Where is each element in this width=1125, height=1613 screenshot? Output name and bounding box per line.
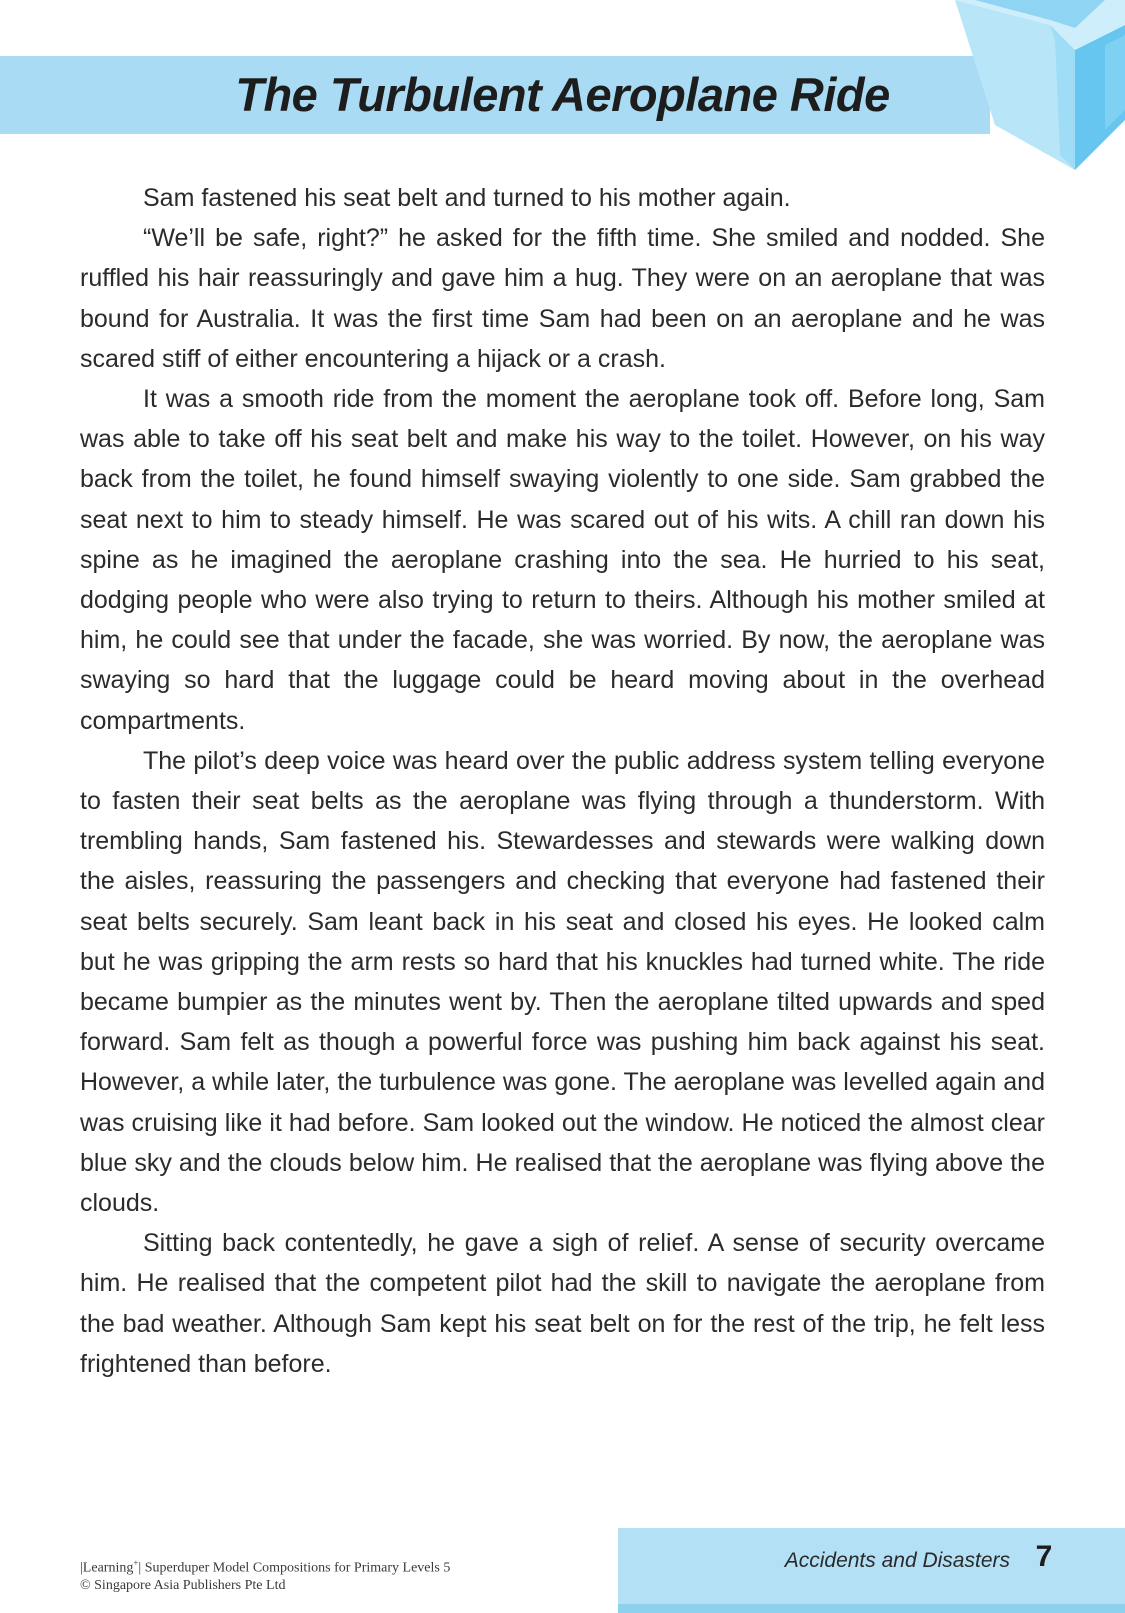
section-name: Accidents and Disasters — [784, 1549, 1010, 1572]
copyright: © Singapore Asia Publishers Pte Ltd — [80, 1577, 286, 1593]
page-title: The Turbulent Aeroplane Ride — [235, 68, 890, 121]
story-paragraph: Sitting back contentedly, he gave a sigh of relief. A sense of security overcame him. He realised that the competent pilot had the skill to navigate the aeroplane from the bad weather. Although Sam kept his seat belt on for the rest of the trip, he felt less frightened than before. — [80, 1229, 1045, 1378]
story-paragraph: It was a smooth ride from the moment the aeroplane took off. Before long, Sam was able to take off his seat belt and make his way to the toilet. However, on his way back from the toilet, he found himself swaying violently to one side. Sam grabbed the seat next to him to steady himself. He was scared out of his wits. A chill ran down his spine as he imagined the aeroplane crashing into the sea. He hurried to his seat, dodging people who were also trying to return to theirs. Although his mother smiled at him, he could see that under the facade, she was worried. By now, the aeroplane was swaying so hard that the luggage could be heard moving about in the overhead compartments. — [80, 385, 1045, 735]
page-number: 7 — [1035, 1540, 1053, 1573]
story-paragraph: “We’ll be safe, right?” he asked for the fifth time. She smiled and nodded. She ruffled his hair reassuringly and gave him a hug. They were on an aeroplane that was bound for Australia. It was the first time Sam had been on an aeroplane and he was scared stiff of either encountering a hijack or a crash. — [80, 224, 1045, 373]
story-paragraph: Sam fastened his seat belt and turned to his mother again. — [143, 184, 791, 212]
story-body — [80, 178, 1045, 1384]
footer-credits — [80, 1555, 600, 1594]
story-paragraph: The pilot’s deep voice was heard over the public address system telling everyone to fasten their seat belts as the aeroplane was flying through a thunderstorm. With trembling hands, Sam fastened his. Stewardesses and stewards were walking down the aisles, reassuring the passengers and checking that everyone had fastened their seat belts securely. Sam leant back in his seat and closed his eyes. He looked calm but he was gripping the arm rests so hard that his knuckles had turned white. The ride became bumpier as the minutes went by. Then the aeroplane tilted upwards and sped forward. Sam felt as though a powerful force was pushing him back against his seat. However, a while later, the turbulence was gone. The aeroplane was levelled again and was cruising like it had before. Sam looked out the window. He noticed the almost clear blue sky and the clouds below him. He realised that the aeroplane was flying above the clouds. — [80, 746, 1045, 1218]
footer-band-stripe — [618, 1604, 1125, 1613]
book-title: |Learning+| Superduper Model Compositions for Primary Levels 5 — [80, 1558, 451, 1576]
